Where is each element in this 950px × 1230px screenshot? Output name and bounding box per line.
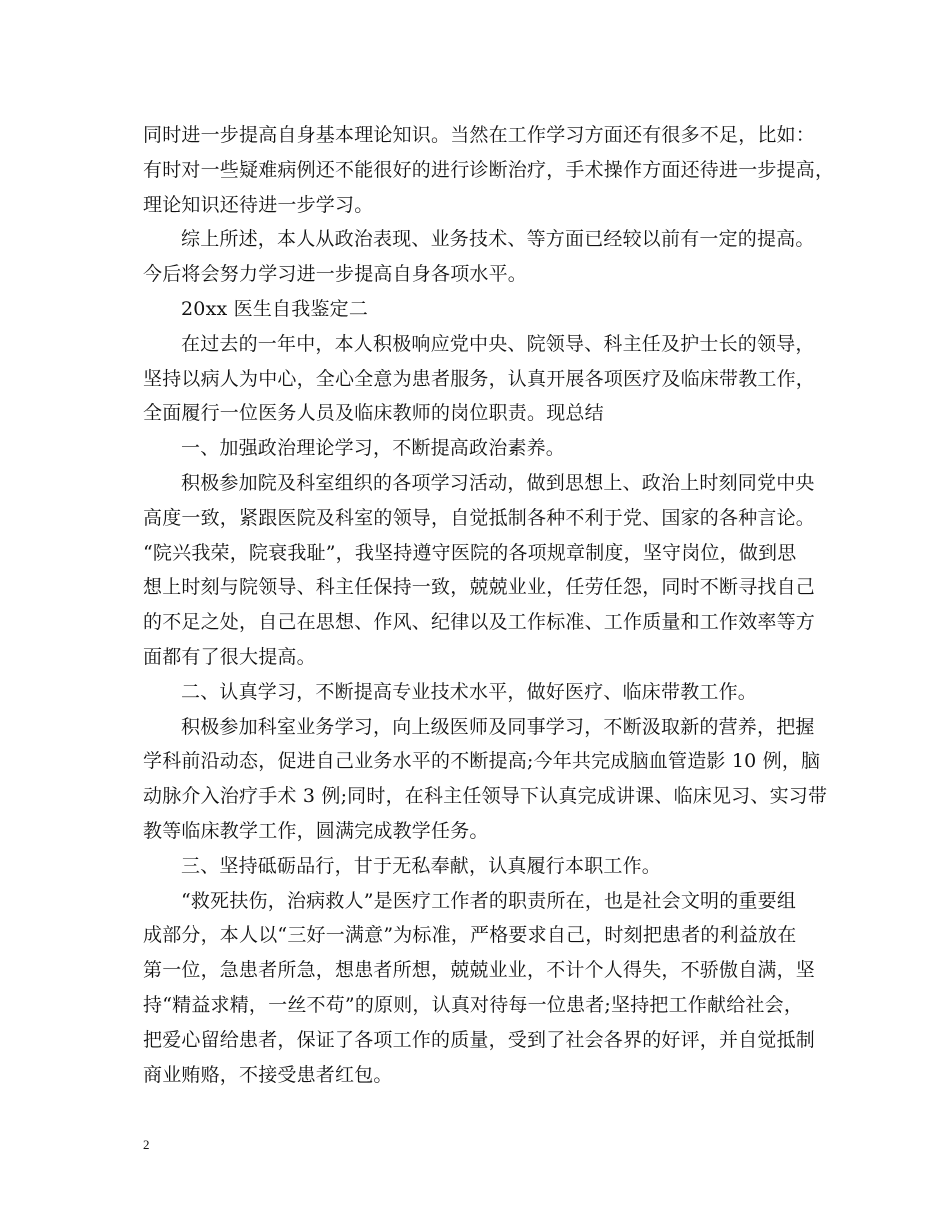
text-line: 的不足之处，自己在思想、作风、纪律以及工作标准、工作质量和工作效率等方 — [143, 611, 816, 634]
text-line: 商业贿赂，不接受患者红包。 — [143, 1063, 393, 1086]
text-line: 第一位，急患者所急，想患者所想，兢兢业业，不计个人得失，不骄傲自满，坚 — [143, 959, 816, 982]
text-line: 同时进一步提高自身基本理论知识。当然在工作学习方面还有很多不足，比如： — [143, 124, 816, 146]
text-line: 把爱心留给患者，保证了各项工作的质量，受到了社会各界的好评，并自觉抵制 — [143, 1028, 816, 1051]
body-text — [143, 118, 835, 1092]
text-line: 三、坚持砥砺品行，甘于无私奉献，认真履行本职工作。 — [181, 854, 662, 877]
text-line: “救死扶伤，治病救人”是医疗工作者的职责所在，也是社会文明的重要组 — [181, 889, 797, 912]
text-line: 20xx 医生自我鉴定二 — [181, 297, 369, 320]
text-line: 二、认真学习，不断提高专业技术水平，做好医疗、临床带教工作。 — [181, 680, 758, 703]
text-line: 成部分，本人以“三好一满意”为标准，严格要求自己，时刻把患者的利益放在 — [143, 924, 797, 947]
text-line: 教等临床教学工作，圆满完成教学任务。 — [143, 819, 489, 842]
text-line: 坚持以病人为中心，全心全意为患者服务，认真开展各项医疗及临床带教工作， — [143, 367, 816, 390]
text-line: 综上所述，本人从政治表现、业务技术、等方面已经较以前有一定的提高。 — [181, 228, 815, 251]
text-line: “院兴我荣，院衰我耻”，我坚持遵守医院的各项规章制度，坚守岗位，做到思 — [143, 541, 797, 564]
text-line: 理论知识还待进一步学习。 — [143, 193, 374, 216]
text-line: 全面履行一位医务人员及临床教师的岗位职责。现总结 — [143, 402, 604, 425]
text-line: 学科前沿动态，促进自己业务水平的不断提高;今年共完成脑血管造影 10 例，脑 — [143, 750, 821, 773]
text-line: 今后将会努力学习进一步提高自身各项水平。 — [143, 263, 528, 286]
text-line: 在过去的一年中，本人积极响应党中央、院领导、科主任及护士长的领导， — [181, 332, 815, 355]
text-line: 高度一致，紧跟医院及科室的领导，自觉抵制各种不利于党、国家的各种言论。 — [143, 506, 816, 529]
text-line: 一、加强政治理论学习，不断提高政治素养。 — [181, 437, 566, 460]
text-line: 面都有了很大提高。 — [143, 645, 316, 668]
text-line: 动脉介入治疗手术 3 例;同时，在科主任领导下认真完成讲课、临床见习、实习带 — [143, 785, 828, 808]
text-line: 想上时刻与院领导、科主任保持一致，兢兢业业，任劳任怨，同时不断寻找自己 — [143, 576, 816, 599]
page-number: 2 — [143, 1137, 150, 1152]
text-line: 有时对一些疑难病例还不能很好的进行诊断治疗，手术操作方面还待进一步提高， — [143, 158, 835, 181]
text-line: 积极参加院及科室组织的各项学习活动，做到思想上、政治上时刻同党中央 — [181, 471, 815, 494]
text-line: 积极参加科室业务学习，向上级医师及同事学习，不断汲取新的营养，把握 — [181, 715, 815, 738]
text-line: 持“精益求精，一丝不苟”的原则，认真对待每一位患者;坚持把工作献给社会， — [143, 993, 804, 1016]
